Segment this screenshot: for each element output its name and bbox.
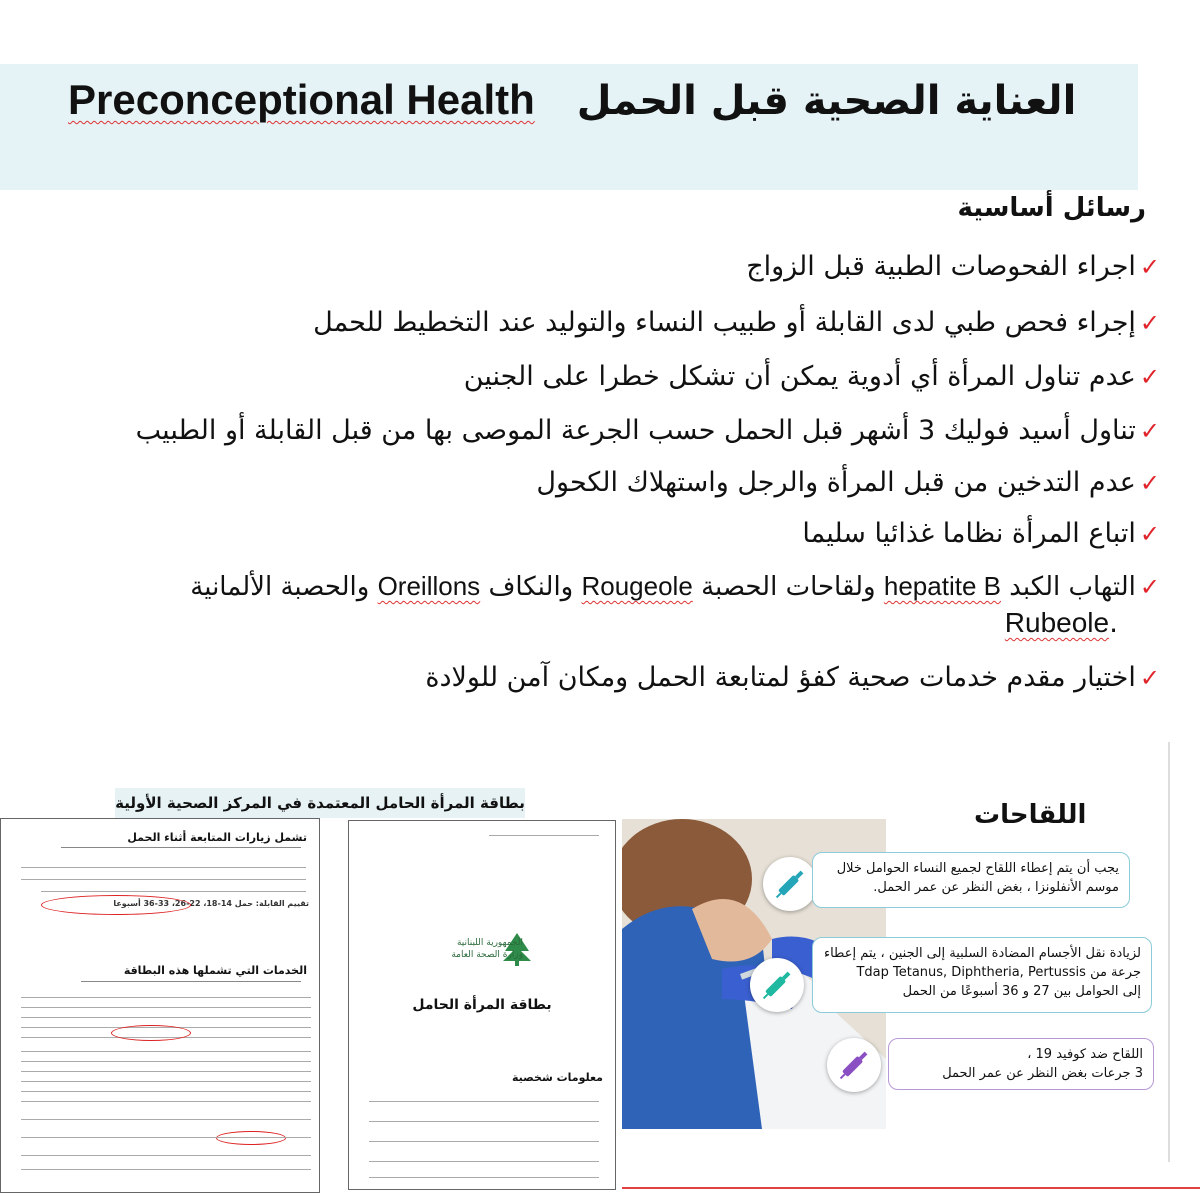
red-circle-annotation	[216, 1131, 286, 1145]
pregnancy-card-image	[0, 778, 622, 1200]
check-icon: ✓	[1139, 469, 1160, 497]
message-item	[136, 411, 1160, 451]
card-weeks-text: تقييم القابلة: حمل 14-18، 22-26، 33-36 أسبوعا	[113, 899, 309, 908]
message-item-vaccines: ✓التهاب الكبد hepatite B ولقاحات الحصبة Rougeole والنكاف Oreillons والحصبة الألمانية	[190, 571, 1160, 602]
check-icon: ✓	[1139, 417, 1160, 445]
syringe-icon	[763, 857, 817, 911]
term-rubeole: Rubeole	[1004, 607, 1110, 638]
message-item	[746, 247, 1160, 287]
card-front-page	[348, 820, 616, 1190]
red-circle-annotation	[111, 1025, 191, 1041]
message-item	[313, 303, 1160, 343]
title-english: Preconceptional Health	[68, 76, 535, 123]
check-icon: ✓	[1139, 363, 1160, 391]
check-icon: ✓	[1139, 309, 1160, 337]
flu-vaccine-note: يجب أن يتم إعطاء اللقاح لجميع النساء الحوامل خلال موسم الأنفلونزا ، بغض النظر عن عمر الحمل.	[812, 852, 1130, 908]
message-text: عدم التدخين من قبل المرأة والرجل واستهلاك الكحول	[536, 467, 1136, 498]
message-text: تناول أسيد فوليك 3 أشهر قبل الحمل حسب الجرعة الموصى بها من قبل القابلة أو الطبيب	[135, 415, 1136, 446]
ministry-name: الجمهورية اللبنانية وزارة الصحة العامة	[451, 938, 523, 960]
red-circle-annotation	[41, 895, 191, 915]
message-text: اختيار مقدم خدمات صحية كفؤ لمتابعة الحمل ومكان آمن للولادة	[425, 662, 1136, 693]
card-visits-heading: تشمل زيارات المتابعة أثناء الحمل	[127, 831, 307, 844]
message-text: إجراء فحص طبي لدى القابلة أو طبيب النساء والتوليد عند التخطيط للحمل	[313, 307, 1136, 338]
card-back-page	[0, 818, 320, 1193]
tdap-vaccine-note: لزيادة نقل الأجسام المضادة السلبية إلى الجنين ، يتم إعطاء جرعة من Tdap Tetanus, Diphtheria, Pertussis إلى الحوامل بين 27 و 36 أسبوعًا من الحمل	[812, 937, 1152, 1013]
message-item	[464, 357, 1160, 397]
term-oreillons: Oreillons	[377, 571, 481, 601]
card-caption: بطاقة المرأة الحامل المعتمدة في المركز الصحية الأولية	[115, 788, 525, 818]
syringe-icon	[750, 958, 804, 1012]
term-hepatite-b: hepatite B	[883, 571, 1001, 601]
covid-vaccine-note: اللقاح ضد كوفيد 19 ، 3 جرعات بغض النظر عن عمر الحمل	[888, 1038, 1154, 1090]
vaccines-title: اللقاحات	[974, 800, 1087, 830]
card-services-heading: الخدمات التي تشملها هذه البطاقة	[123, 964, 307, 977]
check-icon: ✓	[1139, 664, 1160, 692]
message-item	[536, 463, 1160, 503]
check-icon: ✓	[1139, 253, 1160, 281]
message-item	[802, 514, 1160, 554]
check-icon: ✓	[1139, 520, 1160, 548]
message-text: عدم تناول المرأة أي أدوية يمكن أن تشكل خطرا على الجنين	[463, 361, 1136, 392]
term-rougeole: Rougeole	[581, 571, 693, 601]
message-text: اتباع المرأة نظاما غذائيا سليما	[802, 518, 1136, 549]
title-arabic: العناية الصحية قبل الحمل	[576, 78, 1077, 124]
message-item	[425, 658, 1160, 698]
message-text: اجراء الفحوصات الطبية قبل الزواج	[746, 251, 1136, 282]
message-item-vaccines-line2: .Rubeole	[1004, 606, 1118, 639]
card-front-title: بطاقة المرأة الحامل	[412, 997, 552, 1013]
slide-title	[68, 70, 1077, 130]
check-icon: ✓	[1139, 573, 1160, 601]
personal-info-heading: معلومات شخصية	[512, 1071, 603, 1084]
slide-bottom-bar	[622, 1187, 1200, 1200]
syringe-icon	[827, 1038, 881, 1092]
key-messages-heading: رسائل أساسية	[957, 193, 1146, 223]
vaccines-slide	[622, 742, 1200, 1200]
